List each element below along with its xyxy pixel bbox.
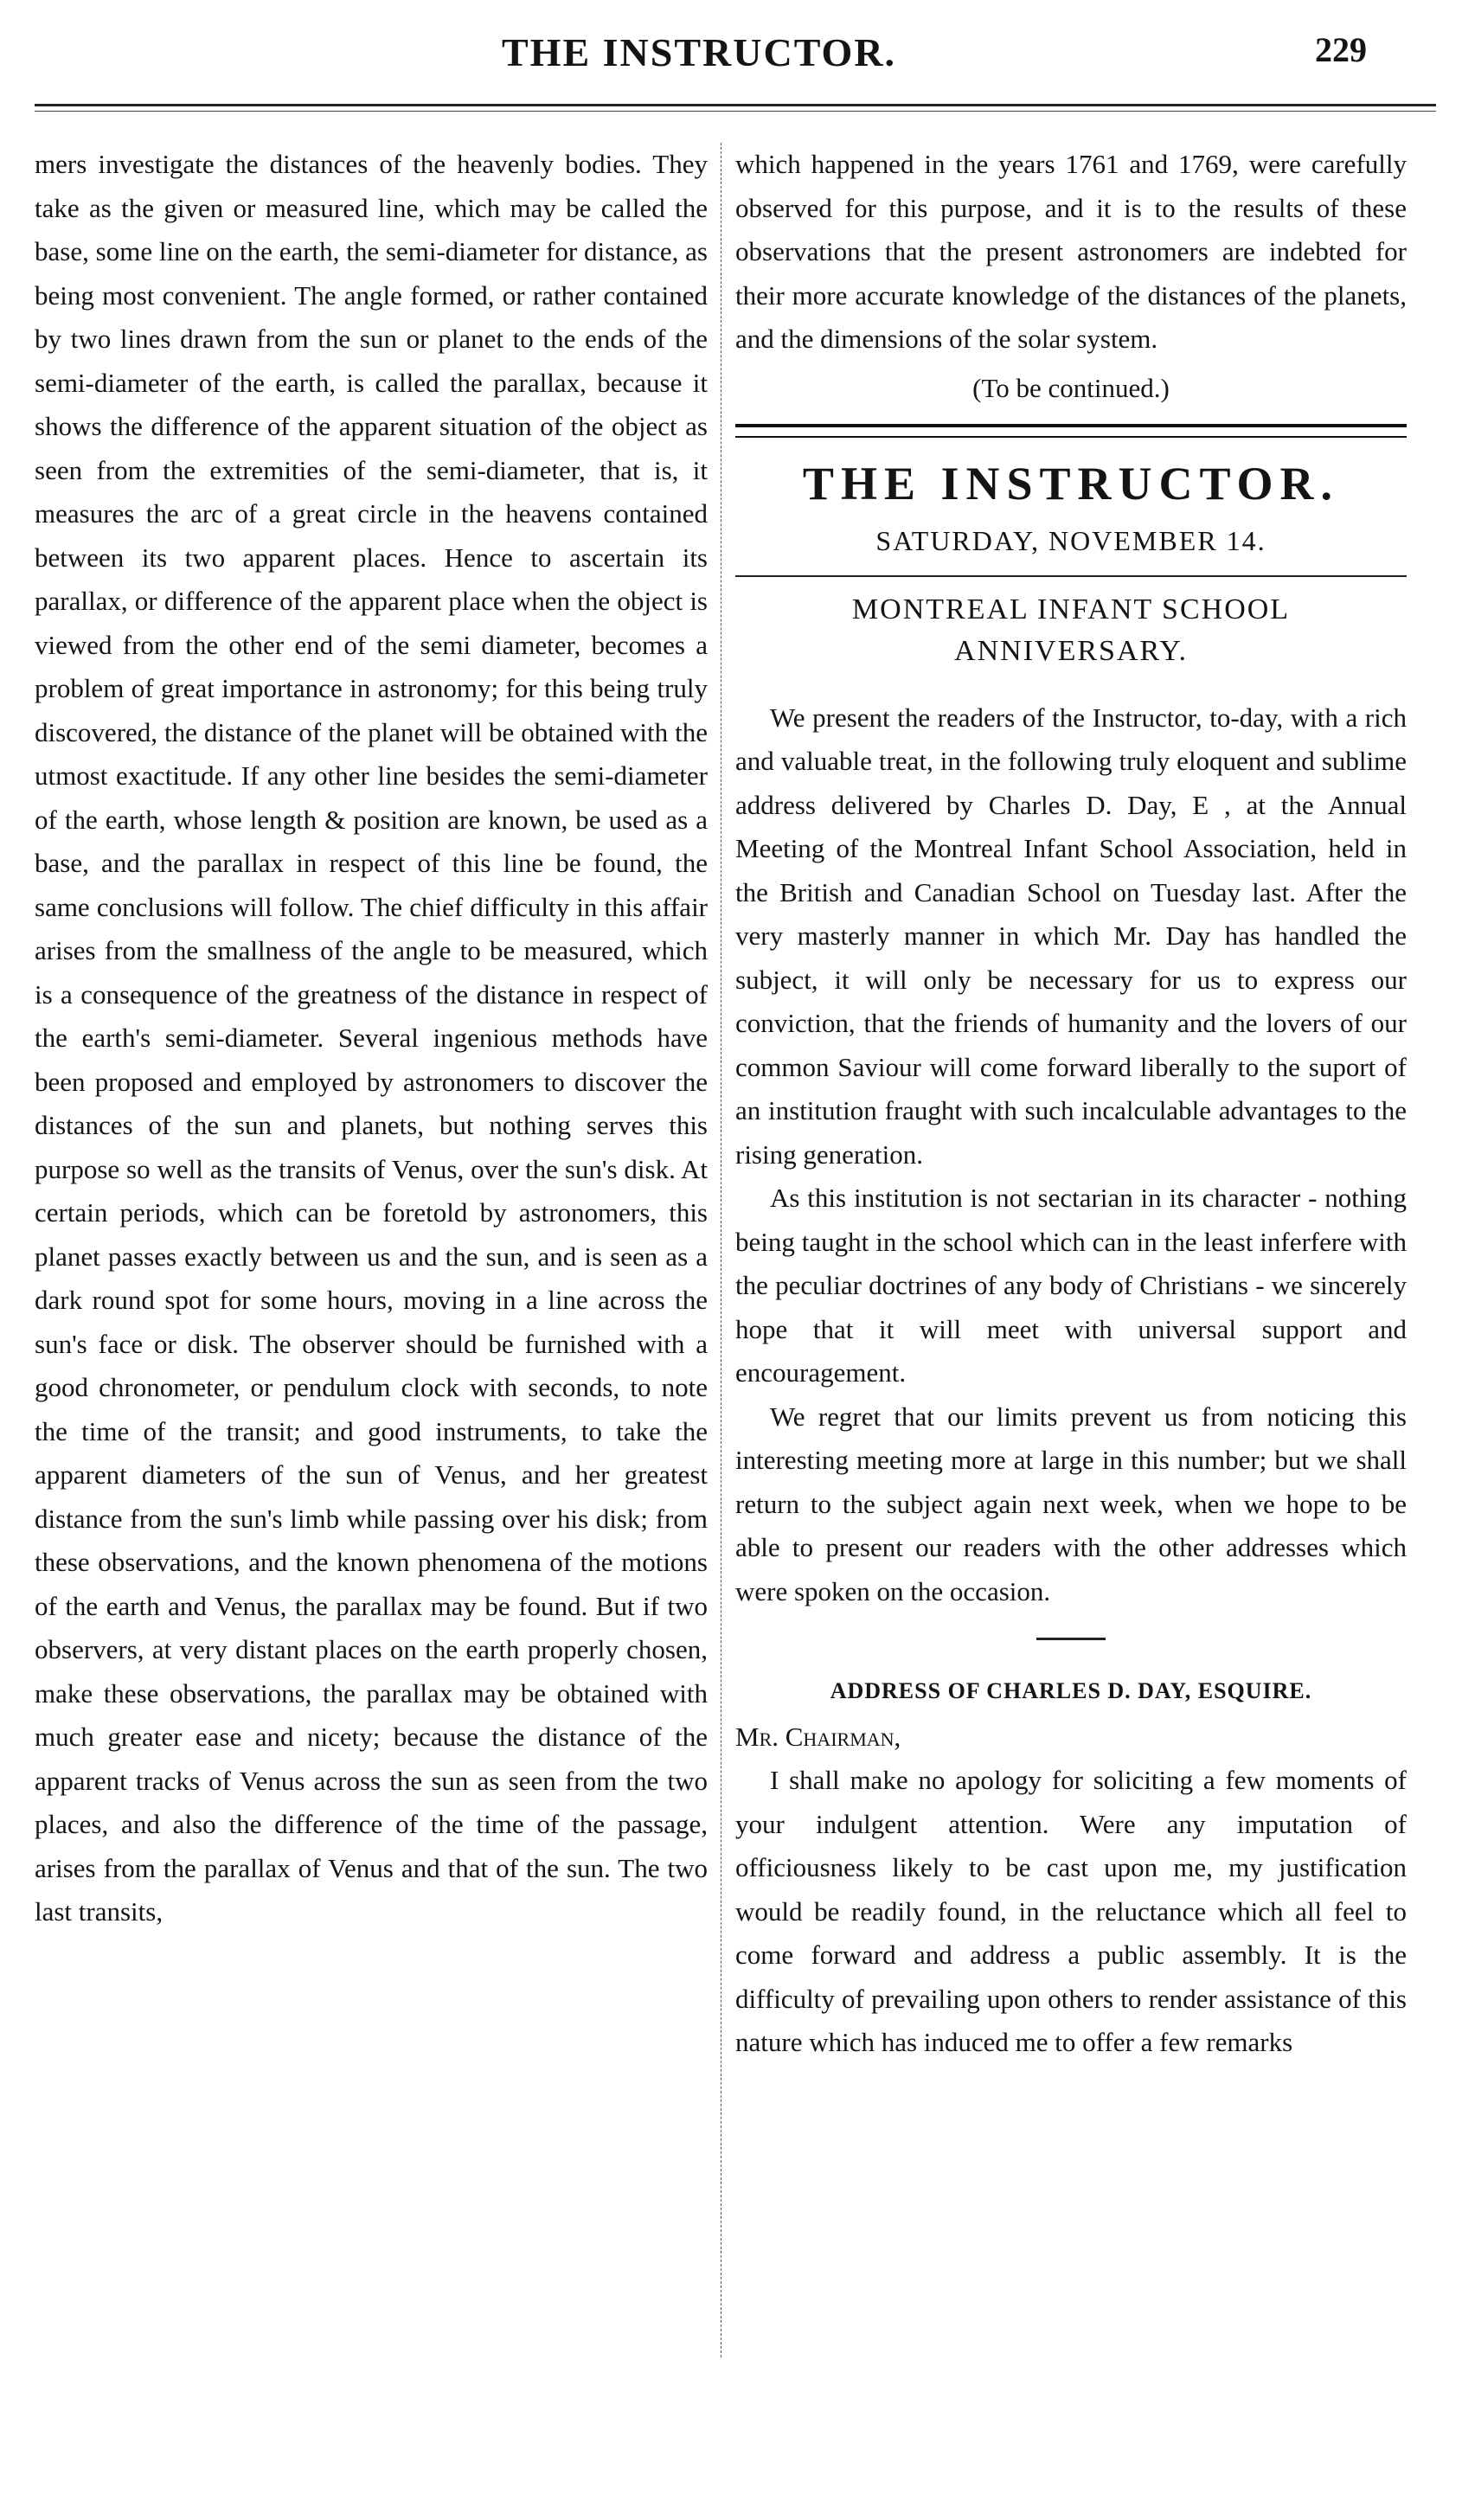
address-text: I shall make no apology for soliciting a few moments of your indulgent attention. Were any imputation of officiousness likely to be cast upon me, my justification would be readily found, in the reluctance which all feel to come forward and address a public assembly. It is the difficulty of prevailing upon others to render assistance of this nature which has induced me to offer a few remarks xyxy=(735,1765,1407,2057)
article-paragraph: We present the readers of the Instructor, to-day, with a rich and valuable treat, in the following truly eloquent and sublime address delivered by Charles D. Day, E , at the Annual Meeting of the Montreal Infant School Association, held in the British and Canadian School on Tuesday last. After the very masterly manner in which Mr. Day has handled the subject, it will only be necessary for us to express our conviction, that the friends of humanity and the lovers of our common Saviour will come forward liberally to the suport of an institution fraught with such incalculable advantages to the rising generation. xyxy=(735,702,1407,1170)
dateline: SATURDAY, NOVEMBER 14. xyxy=(875,525,1266,556)
address-title: ADDRESS OF CHARLES D. DAY, ESQUIRE. xyxy=(830,1678,1312,1703)
article-paragraph: We regret that our limits prevent us from noticing this interesting meeting more at large in this number; but we shall return to the subject again next week, when we hope to be able to present our readers with the other addresses which were spoken on the occasion. xyxy=(735,1401,1407,1606)
article-title: MONTREAL INFANT SCHOOL ANNIVERSARY. xyxy=(851,593,1291,667)
short-divider xyxy=(1036,1638,1106,1640)
right-column xyxy=(735,143,1407,2065)
page-number: 229 xyxy=(1315,30,1367,69)
left-column xyxy=(35,143,708,1934)
dateline-rule xyxy=(735,575,1407,577)
left-column-text: mers investigate the distances of the heavenly bodies. They take as the given or measured line, which may be called the base, some line on the earth, the semi-diameter for distance, as being most convenient. The angle formed, or rather contained by two lines drawn from the sun or planet to the ends of the semi-diameter of the earth, is called the parallax, because it shows the difference of the apparent situation of the object as seen from the extremities of the semi-diameter, that is, it measures the arc of a great circle in the heavens contained between its two apparent places. Hence to ascertain its parallax, or difference of the apparent place when the object is viewed from the other end of the semi diameter, becomes a problem of great importance in astronomy; for this being truly discovered, the distance of the planet will be obtained with the utmost exactitude. If any other line besides the semi-diameter of the earth, whose length & position are known, be used as a base, and the parallax in respect of this line be found, the same conclusions will follow. The chief difficulty in this affair arises from the smallness of the angle to be measured, which is a consequence of the greatness of the distance in respect of the earth's semi-diameter. Several ingenious methods have been proposed and employed by astronomers to discover the distances of the sun and planets, but nothing serves this purpose so well as the transits of Venus, over the sun's disk. At certain periods, which can be foretold by astronomers, this planet passes exactly between us and the sun, and is seen as a dark round spot for some hours, moving in a line across the sun's face or disk. The observer should be furnished with a good chronometer, or pendulum clock with seconds, to note the time of the transit; and good instruments, to take the apparent diameters of the sun of Venus, and her greatest distance from the sun's limb while passing over his disk; from these observations, and the known phenomena of the motions of the earth and Venus, the parallax may be found. But if two observers, at very distant places on the earth properly chosen, make these observations, the parallax may be obtained with much greater ease and nicety; because the distance of the apparent tracks of Venus across the sun as seen from the two places, and also the difference of the time of the passage, arises from the parallax of Venus and that of the sun. The two last transits, xyxy=(35,149,708,1927)
masthead-title: THE INSTRUCTOR. xyxy=(802,458,1340,510)
running-head xyxy=(0,19,1462,80)
header-rule-thin xyxy=(35,111,1436,112)
article-paragraph: As this institution is not sectarian in its character - nothing being taught in the school which can in the least inferfere with the peculiar doctrines of any body of Christians - we sincerely hope that it will meet with universal support and encouragement. xyxy=(735,1183,1407,1388)
header-rule xyxy=(35,104,1436,106)
continuation-text: which happened in the years 1761 and 1769, were carefully observed for this purpose, and it is to the results of these observations that the present astronomers are indebted for their more accurate knowledge of the distances of the planets, and the dimensions of the solar system. xyxy=(735,149,1407,354)
to-be-continued: (To be continued.) xyxy=(972,372,1170,403)
salutation: Mr. Chairman, xyxy=(735,1721,901,1752)
section-rule xyxy=(735,424,1407,438)
running-title: THE INSTRUCTOR. xyxy=(502,30,897,74)
